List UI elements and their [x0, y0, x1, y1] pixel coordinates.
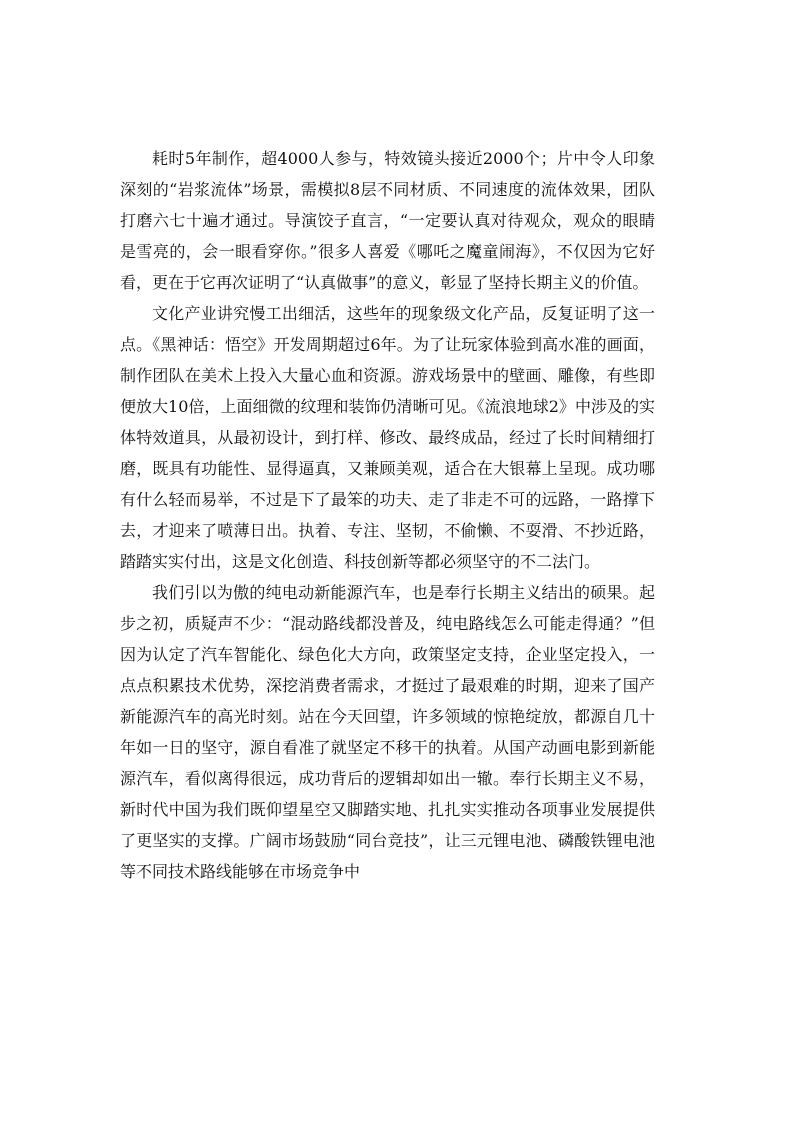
document-body [120, 143, 655, 887]
paragraph-3: 我们引以为傲的纯电动新能源汽车，也是奉行长期主义结出的硕果。起步之初，质疑声不少：“混动路线都没普及，纯电路线怎么可能走得通？”但因为认定了汽车智能化、绿色化大方向，政策坚定支持，企业坚定投入，一点点积累技术优势，深挖消费者需求，才挺过了最艰难的时期，迎来了国产新能源汽车的高光时刻。站在今天回望，许多领域的惊艳绽放，都源自几十年如一日的坚守，源自看准了就坚定不移干的执着。从国产动画电影到新能源汽车，看似离得很远，成功背后的逻辑却如出一辙。奉行长期主义不易，新时代中国为我们既仰望星空又脚踏实地、扎扎实实推动各项事业发展提供了更坚实的支撑。广阔市场鼓励“同台竞技”，让三元锂电池、磷酸铁锂电池等不同技术路线能够在市场竞争中 [120, 583, 655, 881]
paragraph-1: 耗时5年制作，超4000人参与，特效镜头接近2000个；片中令人印象深刻的“岩浆流体”场景，需模拟8层不同材质、不同速度的流体效果，团队打磨六七十遍才通过。导演饺子直言，“一定要认真对待观众，观众的眼睛是雪亮的，会一眼看穿你。”很多人喜爱《哪吒之魔童闹海》，不仅因为它好看，更在于它再次证明了“认真做事”的意义，彰显了坚持长期主义的价值。 [120, 149, 655, 292]
paragraph-2: 文化产业讲究慢工出细活，这些年的现象级文化产品，反复证明了这一点。《黑神话：悟空》开发周期超过6年。为了让玩家体验到高水准的画面，制作团队在美术上投入大量心血和资源。游戏场景中的壁画、雕像，有些即便放大10倍，上面细微的纹理和装饰仍清晰可见。《流浪地球2》中涉及的实体特效道具，从最初设计，到打样、修改、最终成品，经过了长时间精细打磨，既具有功能性、显得逼真，又兼顾美观，适合在大银幕上呈现。成功哪有什么轻而易举，不过是下了最笨的功夫、走了非走不可的远路，一路撑下去，才迎来了喷薄日出。执着、专注、坚韧，不偷懒、不耍滑、不抄近路，踏踏实实付出，这是文化创造、科技创新等都必须坚守的不二法门。 [120, 304, 655, 571]
